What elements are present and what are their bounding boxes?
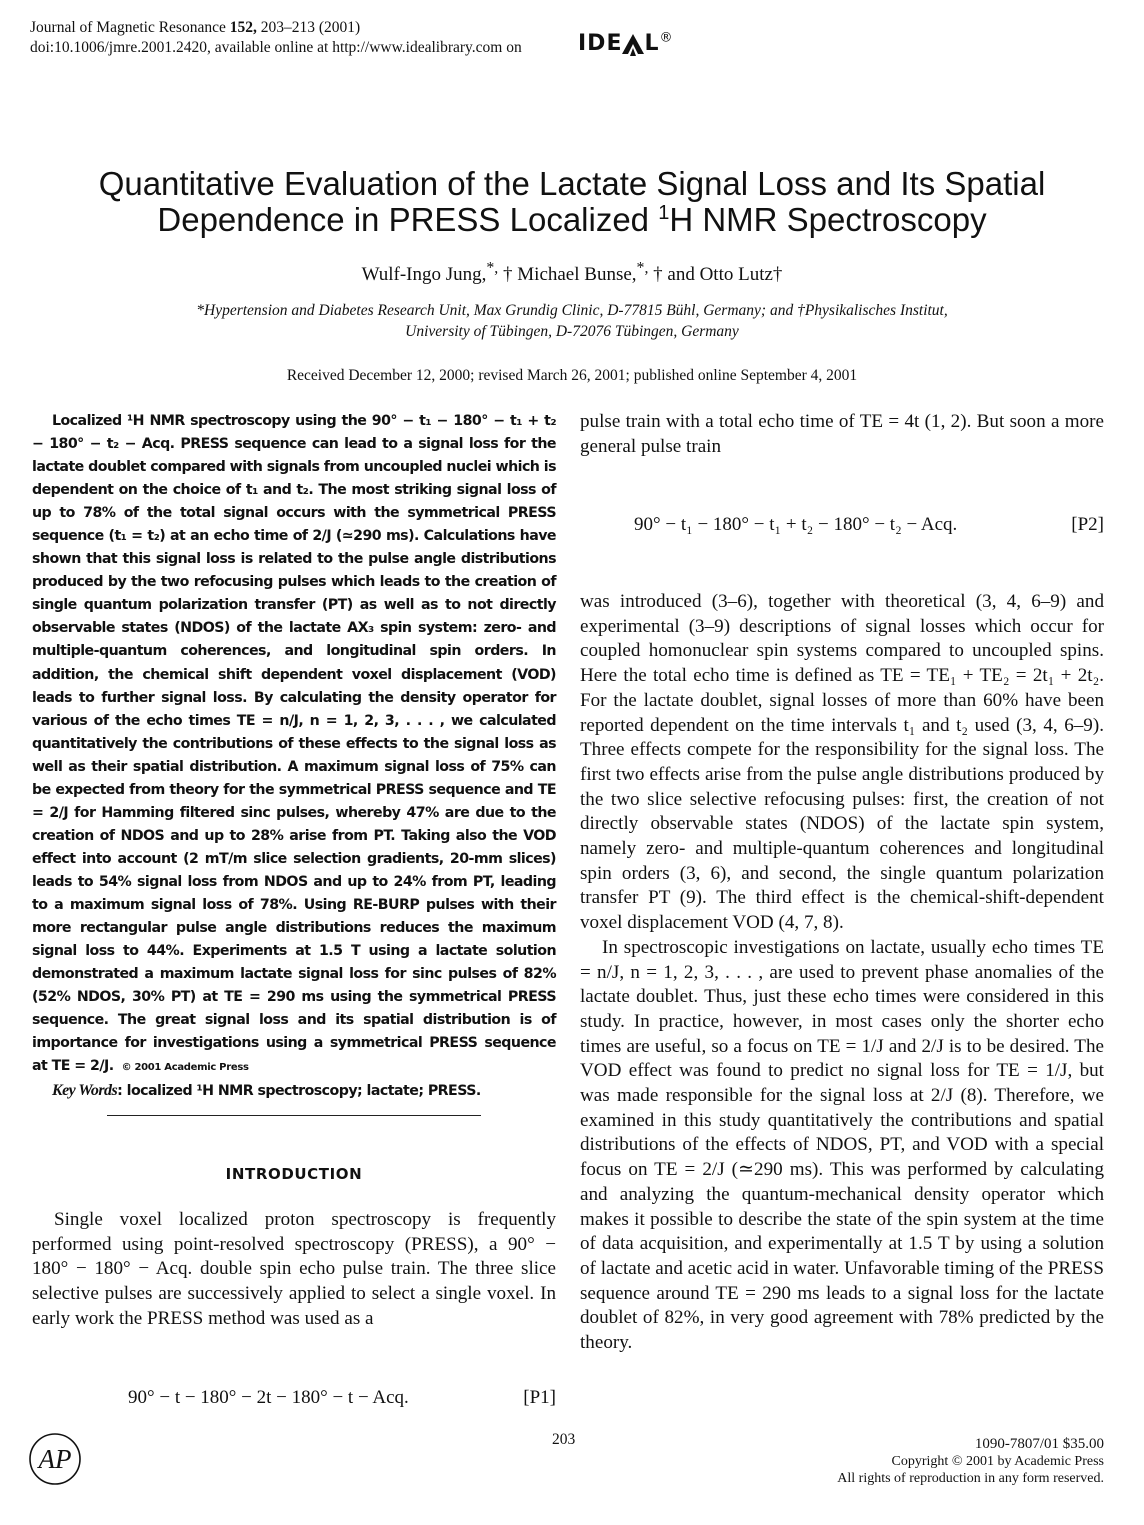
keywords bbox=[32, 1079, 556, 1103]
ideal-logo bbox=[578, 31, 674, 56]
academic-press-logo-icon bbox=[28, 1432, 82, 1486]
journal-header bbox=[30, 18, 522, 58]
abstract bbox=[32, 410, 556, 1103]
section-heading-introduction: INTRODUCTION bbox=[225, 1165, 363, 1183]
keywords-label: Key Words bbox=[52, 1082, 118, 1100]
rights-line: All rights of reproduction in any form reserved. bbox=[837, 1471, 1104, 1486]
registered-mark: ® bbox=[659, 30, 674, 46]
abstract-divider bbox=[107, 1115, 481, 1116]
title-line-2 bbox=[40, 202, 1104, 238]
abstract-copyright: © 2001 Academic Press bbox=[121, 1062, 249, 1074]
title-sup: 1 bbox=[658, 202, 670, 224]
equation-p1-label: [P1] bbox=[523, 1387, 556, 1408]
journal-pages: 203–213 (2001) bbox=[260, 19, 361, 36]
title-line-1: Quantitative Evaluation of the Lactate Signal Loss and Its Spatial bbox=[98, 165, 1046, 202]
author-1-dagger: † bbox=[498, 264, 518, 285]
title-line-2-post: H NMR Spectroscopy bbox=[669, 201, 987, 238]
academic-press-logo bbox=[28, 1432, 82, 1491]
equation-p2-label: [P2] bbox=[1071, 514, 1104, 535]
author-1: Wulf-Ingo Jung, bbox=[361, 264, 487, 285]
abstract-paragraph bbox=[32, 410, 556, 1079]
right-paragraph-0: pulse train with a total echo time of TE = 4t (1, 2). But soon a more general pulse train bbox=[580, 411, 1104, 457]
received-dates: Received December 12, 2000; revised March 26, 2001; published online September 4, 2001 bbox=[286, 367, 858, 384]
author-1-mark: *, bbox=[486, 259, 499, 277]
introduction-paragraph: Single voxel localized proton spectroscopy is frequently performed using point-resolved spectroscopy (PRESS), a 90° − 180° − 180° − Acq. double spin echo pulse train. The three slice selective pulses are successively applied to select a single voxel. In early work the PRESS method was used as a bbox=[32, 1209, 556, 1329]
author-list bbox=[40, 259, 1104, 286]
affiliations bbox=[40, 300, 1104, 342]
logo-text: AP bbox=[38, 1444, 72, 1474]
title-line-2-pre: Dependence in PRESS Localized bbox=[157, 201, 659, 238]
right-paragraph-2: In spectroscopic investigations on lactate, usually echo times TE = n/J, n = 1, 2, 3, . . . , are used to prevent phase anomalies of the lactate doublet. Thus, just these echo times were considered in this study. In practice, however, in most cases only the shorter echo times are useful, so a focus on TE = 1/J and 2/J is to be desired. The VOD effect was found to predict no signal loss for TE = 1/J, but was made responsible for the signal loss at 2/J (8). Therefore, we examined in this study quantitatively the contributions and spatial distributions of the effects of NDOS, PT, and VOD with a special focus on TE = 2/J (≃290 ms). This was performed by calculating and analyzing the quantum-mechanical density operator which makes it possible to describe the state of the spin system at the time of data acquisition, and experimentally at 1.5 T by using a solution of lactate and acetic acid in water. Unfavorable timing of the PRESS sequence around TE = 290 ms leads to a signal loss for the lactate doublet of 82%, in very good agreement with 78% predicted by the theory. bbox=[580, 936, 1104, 1354]
equation-p2-expression: 90° − t₁ − 180° − t₁ + t₂ − 180° − t₂ − Acq. bbox=[634, 514, 958, 535]
affiliation-line-2: University of Tübingen, D-72076 Tübingen, Germany bbox=[405, 323, 739, 340]
journal-citation bbox=[30, 18, 522, 38]
author-3: and Otto Lutz† bbox=[667, 264, 783, 285]
copyright-line: Copyright © 2001 by Academic Press bbox=[891, 1454, 1104, 1469]
author-2-mark: *, bbox=[636, 259, 649, 277]
journal-name: Journal of Magnetic Resonance bbox=[30, 19, 226, 36]
copyright-block bbox=[837, 1436, 1104, 1487]
page-number: 203 bbox=[552, 1431, 576, 1448]
journal-volume: 152, bbox=[229, 19, 257, 36]
issn-price: 1090-7807/01 $35.00 bbox=[974, 1436, 1104, 1452]
ideal-logo-text-right: L bbox=[644, 31, 660, 56]
right-column-top bbox=[580, 410, 1104, 459]
keywords-text: : localized ¹H NMR spectroscopy; lactate; PRESS. bbox=[117, 1083, 481, 1100]
doi-line: doi:10.1006/jmre.2001.2420, available online at http://www.idealibrary.com on bbox=[30, 39, 522, 56]
ideal-logo-a-icon bbox=[622, 32, 644, 56]
equation-p1-expression: 90° − t − 180° − 2t − 180° − t − Acq. bbox=[128, 1387, 409, 1408]
affiliation-line-1: *Hypertension and Diabetes Research Unit, Max Grundig Clinic, D-77815 Bühl, Germany; and †Physikalisches Institut, bbox=[196, 302, 948, 319]
introduction-body bbox=[32, 1208, 556, 1332]
right-column-body bbox=[580, 590, 1104, 1356]
author-2-dagger: † bbox=[648, 264, 668, 285]
paper-title bbox=[40, 166, 1104, 238]
ideal-logo-text-left: IDE bbox=[578, 31, 623, 56]
abstract-text: Localized ¹H NMR spectroscopy using the 90° − t₁ − 180° − t₁ + t₂ − 180° − t₂ − Acq. PRESS sequence can lead to a signal loss for the lactate doublet compared with signals from uncoupled nuclei which is dependent on the choice of t₁ and t₂. The most striking signal loss of up to 78% of the total signal occurs with the symmetrical PRESS sequence (t₁ = t₂) at an echo time of 2/J (≃290 ms). Calculations have shown that this signal loss is related to the pulse angle distributions produced by the two refocusing pulses which leads to the creation of single quantum polarization transfer (PT) as well as to not directly observable states (NDOS) of the lactate AX₃ spin system: zero- and multiple-quantum coherences, and longitudinal spin orders. In addition, the chemical shift dependent voxel displacement (VOD) leads to further signal loss. By calculating the density operator for various of the echo times TE = n/J, n = 1, 2, 3, . . . , we calculated quantitatively the contributions of these effects to the signal loss as well as their spatial distribution. A maximum signal loss of 75% can be expected from theory for the symmetrical PRESS sequence and TE = 2/J for Hamming filtered sinc pulses, whereby 47% are due to the creation of NDOS and up to 28% arise from PT. Taking also the VOD effect into account (2 mT/m slice selection gradients, 20-mm slices) leads to 54% signal loss from NDOS and up to 24% from PT, leading to a maximum signal loss of 78%. Using RE-BURP pulses with their more rectangular pulse angle distributions reduces the maximum signal loss to 44%. Experiments at 1.5 T using a lactate solution demonstrated a maximum lactate signal loss for sinc pulses of 82% (52% NDOS, 30% PT) at TE = 290 ms using the symmetrical PRESS sequence. The great signal loss and its spatial distribution is of importance for investigations using a symmetrical PRESS sequence at TE = 2/J. bbox=[32, 413, 556, 1075]
author-2: Michael Bunse, bbox=[517, 264, 637, 285]
right-paragraph-1: was introduced (3–6), together with theoretical (3, 4, 6–9) and experimental (3–9) descriptions of signal losses which occur for coupled homonuclear spin systems compared to uncoupled spins. Here the total echo time is defined as TE = TE₁ + TE₂ = 2t₁ + 2t₂. For the lactate doublet, signal losses of more than 60% have been reported dependent on the time intervals t₁ and t₂ used (3, 4, 6–9). Three effects compete for the responsibility for the signal loss. The first two effects arise from the pulse angle distributions produced by the two slice selective refocusing pulses: first, the creation of not directly observable states (NDOS) of the lactate spin system, namely zero- and multiple-quantum coherences and longitudinal spin orders (3, 6), and second, the single quantum polarization transfer PT (9). The third effect is the chemical-shift-dependent voxel displacement VOD (4, 7, 8). bbox=[580, 591, 1104, 934]
